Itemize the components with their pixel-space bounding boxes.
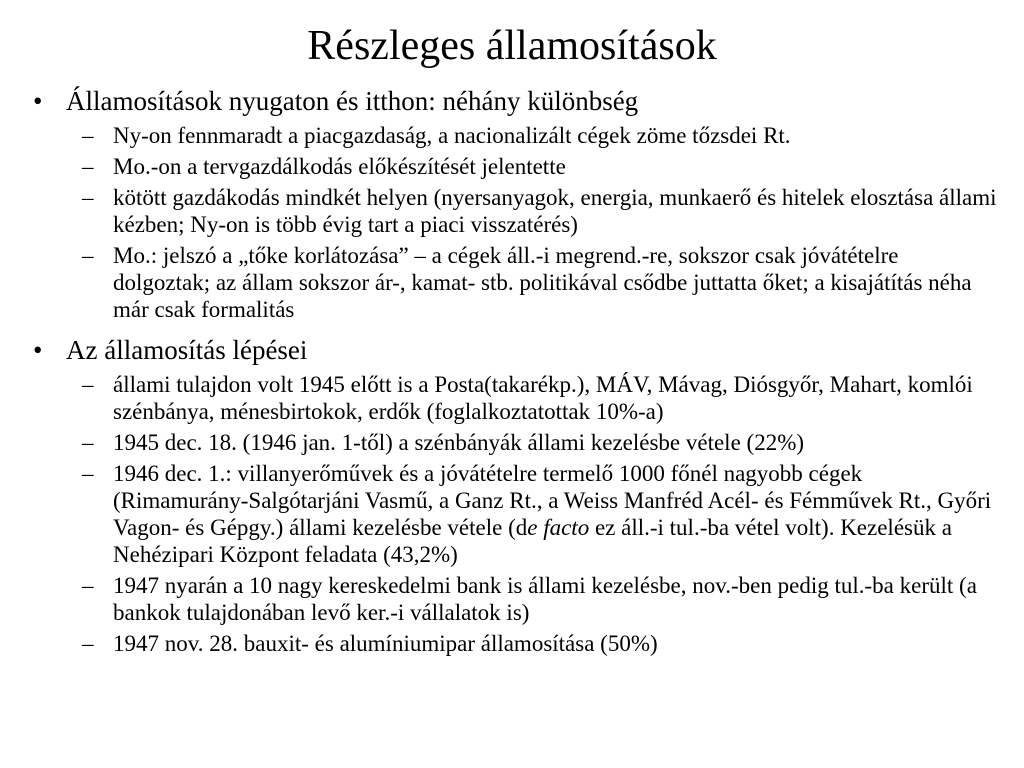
- dash-icon: –: [82, 185, 94, 210]
- sub-item-text: 1947 nyarán a 10 nagy kereskedelmi bank is állami kezelésbe, nov.-ben pedig tul.-ba került (a bankok tulajdonában levő ker.-i vállalatok is): [113, 573, 977, 625]
- dash-icon: –: [82, 573, 94, 598]
- sub-item-text: kötött gazdákodás mindkét helyen (nyersanyagok, energia, munkaerő és hitelek elosztása állami kézben; Ny-on is több évig tart a piaci visszatérés): [113, 185, 997, 237]
- sub-item-text-part: ez áll.-i tul.-ba vétel volt). Kezelésük a Nehézipari Központ feladata (43,2%): [113, 515, 952, 567]
- sub-item: [0, 153, 1024, 180]
- slide-content: [0, 80, 1024, 657]
- sub-item-text: Mo.-on a tervgazdálkodás előkészítését jelentette: [113, 154, 566, 179]
- dash-icon: –: [82, 430, 94, 455]
- sub-item: [0, 122, 1024, 149]
- sub-item: [0, 460, 1024, 568]
- sub-item: [0, 184, 1024, 238]
- dash-icon: –: [82, 372, 94, 397]
- slide-title: Részleges államosítások: [307, 23, 717, 69]
- bullet-icon: •: [33, 335, 43, 365]
- sub-item-text: 1947 nov. 28. bauxit- és alumíniumipar államosítása (50%): [113, 631, 658, 656]
- sub-item-text: állami tulajdon volt 1945 előtt is a Posta(takarékp.), MÁV, Mávag, Diósgyőr, Mahart, komlói szénbánya, ménesbirtokok, erdők (foglalkoztatottak 10%-a): [113, 372, 973, 424]
- bullet-icon: •: [33, 86, 43, 116]
- sub-item-text-part: 1946 dec. 1.: villanyerőművek és a jóvátételre termelő 1000 főnél nagyobb cégek (Rimamurány-Salgótarjáni Vasmű, a Ganz Rt., a Weiss Manfréd Acél- és Fémművek Rt., Győri Vagon- és Gépgy.) állami kezelésbe vétele (d: [113, 461, 992, 540]
- dash-icon: –: [82, 243, 94, 268]
- sub-item-text: Mo.: jelszó a „tőke korlátozása” – a cégek áll.-i megrend.-re, sokszor csak jóvátételre dolgoztak; az állam sokszor ár-, kamat- stb. politikával csődbe juttatta őket; a kisajátítás néha már csak formalitás: [113, 243, 972, 322]
- dash-icon: –: [82, 461, 94, 486]
- bullet-heading: Államosítások nyugaton és itthon: néhány különbség: [66, 86, 639, 116]
- dash-icon: –: [82, 154, 94, 179]
- bullet-item-nationalization-steps: [0, 333, 1024, 367]
- sub-item: [0, 371, 1024, 425]
- bullet-heading: Az államosítás lépései: [66, 335, 308, 365]
- dash-icon: –: [82, 123, 94, 148]
- italic-de-facto: e facto: [527, 515, 590, 540]
- sub-item-text: Ny-on fennmaradt a piacgazdaság, a nacionalizált cégek zöme tőzsdei Rt.: [113, 123, 791, 148]
- sub-item: [0, 429, 1024, 456]
- dash-icon: –: [82, 631, 94, 656]
- sub-item: [0, 630, 1024, 657]
- sub-item: [0, 242, 1024, 323]
- bullet-item-nationalizations-west-home: [0, 84, 1024, 118]
- sub-item: [0, 572, 1024, 626]
- sub-item-text: 1945 dec. 18. (1946 jan. 1-től) a szénbányák állami kezelésbe vétele (22%): [113, 430, 805, 455]
- sub-item-text-1946: [113, 461, 991, 567]
